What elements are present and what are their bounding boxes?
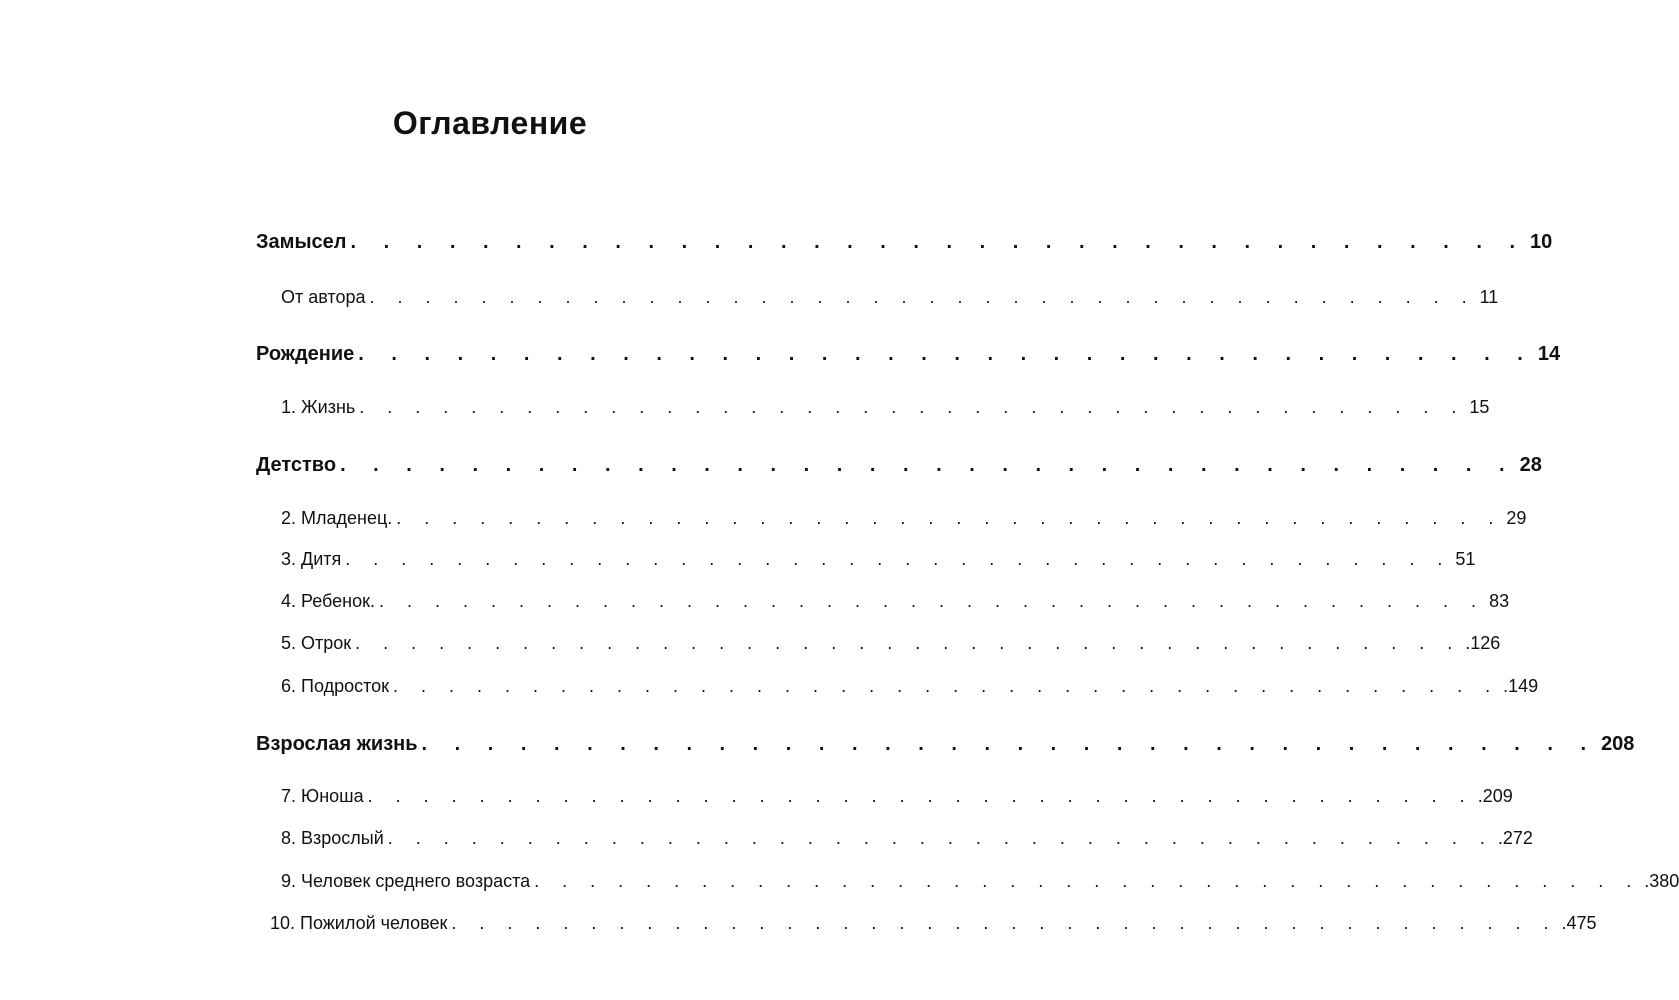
toc-chapter-5[interactable] xyxy=(281,633,1501,654)
toc-page-number: 83 xyxy=(1489,591,1510,611)
toc-label: 9. Человек среднего возраста xyxy=(281,871,531,891)
toc-chapter-10[interactable] xyxy=(270,913,1597,934)
dot-leader: . . . . . . . . . . . . . . . . . . . . . . . . . . . . . . . . . . . . . . . . xyxy=(393,676,1500,696)
toc-page-number: 14 xyxy=(1537,343,1561,365)
dot-leader: . . . . . . . . . . . . . . . . . . . . . . . . . . . . . . . . . . . . . . . . xyxy=(369,287,1476,307)
toc-page-number: 11 xyxy=(1479,287,1499,307)
toc-page-number: 208 xyxy=(1601,733,1635,755)
toc-label: Замысел xyxy=(256,231,347,253)
toc-label: 5. Отрок xyxy=(281,633,352,653)
toc-label: 6. Подросток xyxy=(281,676,390,696)
toc-label: Рождение xyxy=(256,343,355,365)
toc-chapter-9[interactable] xyxy=(281,871,1679,892)
toc-page-number: .126 xyxy=(1465,633,1501,653)
dot-leader: . . . . . . . . . . . . . . . . . . . . . . . . . . . . . . . . . . . . . . . . xyxy=(355,633,1462,653)
toc-chapter-7[interactable] xyxy=(281,786,1513,807)
toc-label: 2. Младенец. xyxy=(281,508,393,528)
dot-leader: . . . . . . . . . . . . . . . . . . . . . . . . . . . . . . . . . . . . xyxy=(350,231,1527,253)
toc-section-zamysel[interactable] xyxy=(256,231,1553,254)
toc-section-detstvo[interactable] xyxy=(256,454,1542,477)
toc-chapter-6[interactable] xyxy=(281,676,1539,697)
toc-label: 7. Юноша xyxy=(281,786,364,806)
toc-page-number: .149 xyxy=(1503,676,1539,696)
toc-page-number: 15 xyxy=(1469,397,1490,417)
dot-leader: . . . . . . . . . . . . . . . . . . . . . . . . . . . . . . . . . . . . xyxy=(421,733,1598,755)
page-title: Оглавление xyxy=(392,105,588,141)
toc-label: 1. Жизнь xyxy=(281,397,356,417)
toc-section-rozhdenie[interactable] xyxy=(256,343,1561,366)
toc-label: От автора xyxy=(281,287,366,307)
toc-page-number: 10 xyxy=(1530,231,1553,253)
toc-chapter-3[interactable] xyxy=(281,549,1476,570)
toc-chapter-ot-avtora[interactable] xyxy=(281,287,1499,308)
dot-leader: . . . . . . . . . . . . . . . . . . . . . . . . . . . . . . . . . . . . . . . . xyxy=(359,397,1466,417)
toc-page-number: 51 xyxy=(1455,549,1476,569)
dot-leader: . . . . . . . . . . . . . . . . . . . . . . . . . . . . . . . . . . . . xyxy=(340,454,1516,476)
toc-page-number: .380 xyxy=(1644,871,1679,891)
toc-chapter-1[interactable] xyxy=(281,397,1490,418)
toc-label: 3. Дитя xyxy=(281,549,342,569)
toc-page-number: 28 xyxy=(1519,454,1542,476)
toc-page-number: .209 xyxy=(1477,786,1513,806)
dot-leader: . . . . . . . . . . . . . . . . . . . . . . . . . . . . . . . . . . . . . . . . xyxy=(378,591,1486,611)
toc-page-number: .475 xyxy=(1561,913,1597,933)
toc-label: 4. Ребенок. xyxy=(281,591,375,611)
toc-page-number: .272 xyxy=(1497,828,1533,848)
dot-leader: . . . . . . . . . . . . . . . . . . . . . . . . . . . . . . . . . . . . . . . . xyxy=(451,913,1558,933)
toc-page-number: 29 xyxy=(1506,508,1527,528)
toc-label: Детство xyxy=(256,454,337,476)
toc-label: 8. Взрослый xyxy=(281,828,384,848)
dot-leader: . . . . . . . . . . . . . . . . . . . . . . . . . . . . . . . . . . . . xyxy=(358,343,1534,365)
dot-leader: . . . . . . . . . . . . . . . . . . . . . . . . . . . . . . . . . . . . . . . . xyxy=(396,508,1503,528)
dot-leader: . . . . . . . . . . . . . . . . . . . . . . . . . . . . . . . . . . . . . . . . xyxy=(367,786,1474,806)
dot-leader: . . . . . . . . . . . . . . . . . . . . . . . . . . . . . . . . . . . . . . . . xyxy=(534,871,1641,891)
toc-label: Взрослая жизнь xyxy=(256,733,418,755)
toc-label: 10. Пожилой человек xyxy=(270,913,448,933)
toc-section-vzroslaya-zhizn[interactable] xyxy=(256,733,1635,756)
dot-leader: . . . . . . . . . . . . . . . . . . . . . . . . . . . . . . . . . . . . . . . . xyxy=(387,828,1494,848)
dot-leader: . . . . . . . . . . . . . . . . . . . . . . . . . . . . . . . . . . . . . . . . xyxy=(345,549,1452,569)
toc-chapter-8[interactable] xyxy=(281,828,1533,849)
toc-chapter-4[interactable] xyxy=(281,591,1510,612)
toc-chapter-2[interactable] xyxy=(281,508,1527,529)
